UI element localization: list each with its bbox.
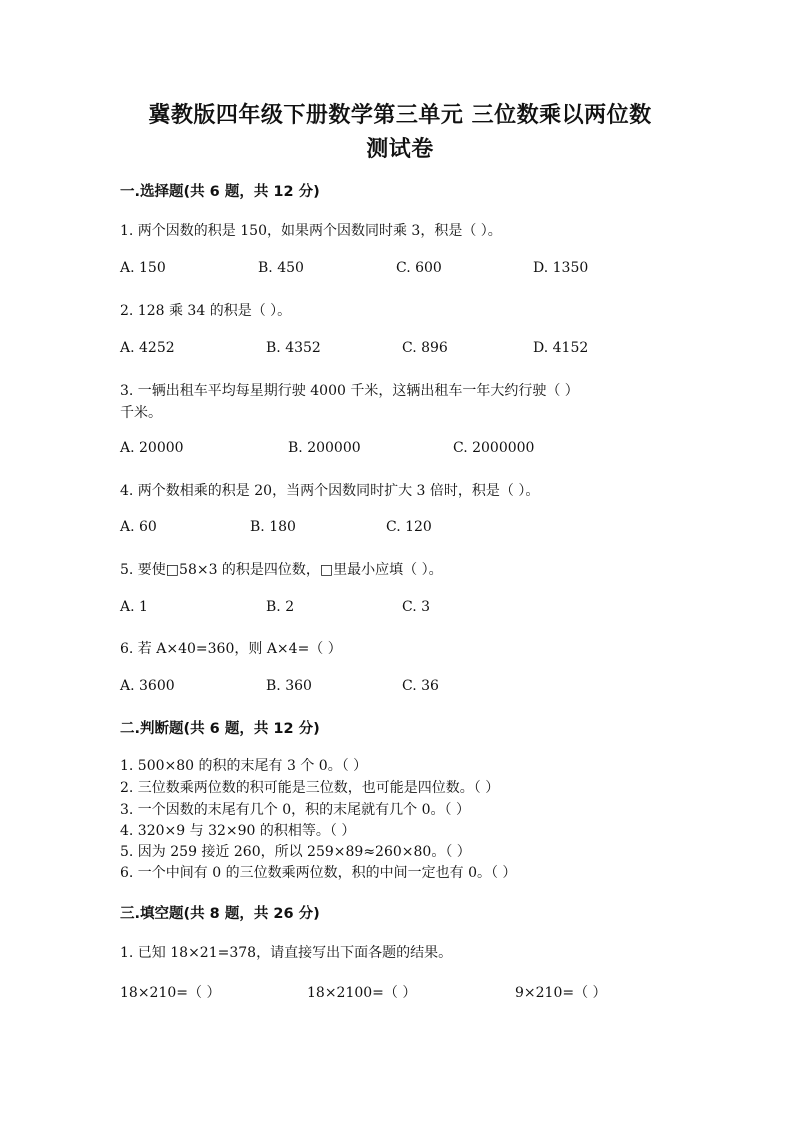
judgment-item: 4. 320×9 与 32×90 的积相等。（ ） [120,823,356,839]
option-b: B. 180 [250,519,296,535]
option-c: C. 120 [386,519,432,535]
page-title-line2: 测试卷 [366,137,434,162]
section-heading-fill-in: 三.填空题(共 8 题，共 26 分) [120,906,320,922]
option-a: A. 60 [120,519,157,535]
option-a: A. 3600 [120,678,175,694]
judgment-item: 1. 500×80 的积的末尾有 3 个 0。（ ） [120,758,368,774]
option-b: B. 200000 [288,440,361,456]
option-a: A. 1 [120,599,148,615]
option-b: B. 360 [266,678,312,694]
option-c: C. 600 [396,260,442,276]
fill-in-part: 18×2100=（ ） [307,985,417,1001]
option-c: C. 896 [402,340,448,356]
option-d: D. 1350 [533,260,589,276]
question-stem: 2. 128 乘 34 的积是（ ）。 [120,303,292,319]
question-stem-continued: 千米。 [120,405,162,421]
question-stem: 6. 若 A×40=360，则 A×4=（ ） [120,641,342,657]
page-title: 冀教版四年级下册数学第三单元 三位数乘以两位数 [148,103,652,128]
option-c: C. 2000000 [453,440,535,456]
section-heading-choice: 一.选择题(共 6 题，共 12 分) [120,184,320,200]
option-c: C. 3 [402,599,431,615]
option-a: A. 20000 [120,440,184,456]
judgment-item: 5. 因为 259 接近 260，所以 259×89≈260×80。（ ） [120,844,471,860]
fill-in-part: 9×210=（ ） [515,985,607,1001]
question-stem: 5. 要使□58×3 的积是四位数，□里最小应填（ ）。 [120,562,443,578]
option-a: A. 150 [120,260,166,276]
judgment-item: 6. 一个中间有 0 的三位数乘两位数，积的中间一定也有 0。（ ） [120,865,517,881]
option-b: B. 4352 [266,340,321,356]
question-stem: 1. 已知 18×21=378，请直接写出下面各题的结果。 [120,945,453,961]
option-a: A. 4252 [120,340,175,356]
judgment-item: 3. 一个因数的末尾有几个 0，积的末尾就有几个 0。（ ） [120,802,470,818]
option-b: B. 2 [266,599,295,615]
option-d: D. 4152 [533,340,589,356]
judgment-item: 2. 三位数乘两位数的积可能是三位数，也可能是四位数。（ ） [120,780,500,796]
option-c: C. 36 [402,678,439,694]
question-stem: 4. 两个数相乘的积是 20，当两个因数同时扩大 3 倍时，积是（ ）。 [120,483,540,499]
question-stem: 3. 一辆出租车平均每星期行驶 4000 千米，这辆出租车一年大约行驶（ ） [120,383,579,399]
section-heading-judgment: 二.判断题(共 6 题，共 12 分) [120,721,320,737]
fill-in-part: 18×210=（ ） [120,985,221,1001]
option-b: B. 450 [258,260,304,276]
question-stem: 1. 两个因数的积是 150，如果两个因数同时乘 3，积是（ ）。 [120,223,502,239]
